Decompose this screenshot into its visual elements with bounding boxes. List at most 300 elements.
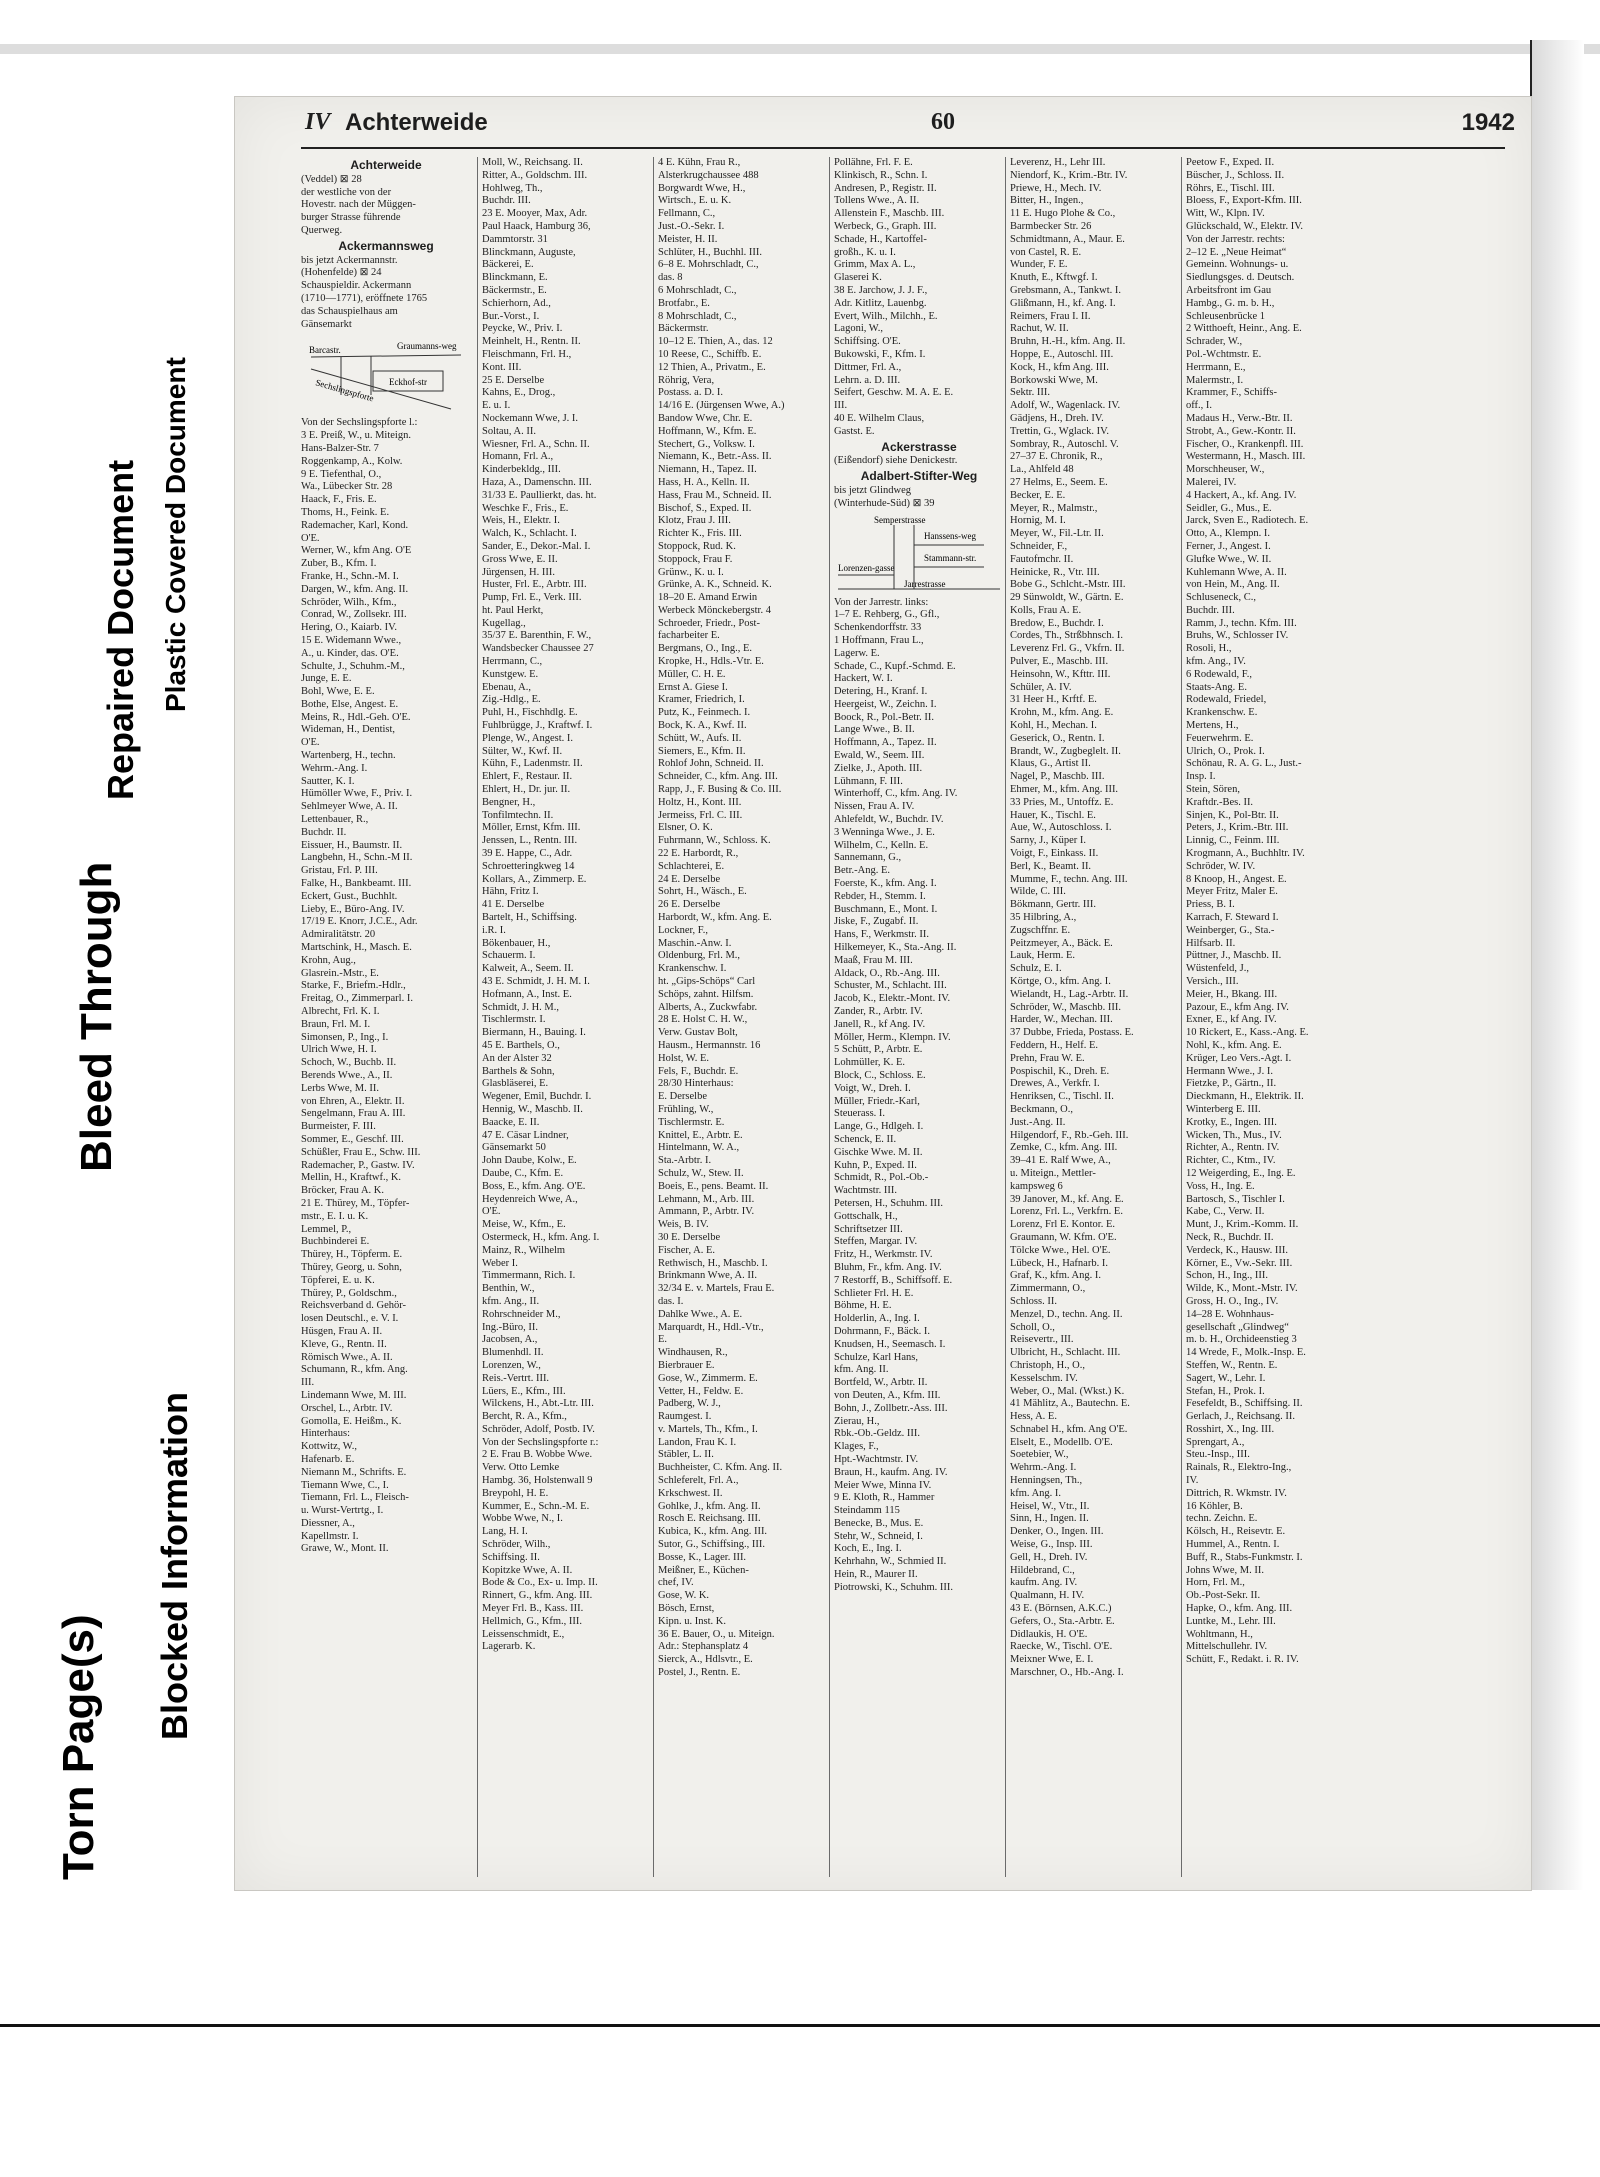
street-entries xyxy=(1010,157,1180,1680)
entry-line: Gottschalk, H., xyxy=(834,1210,898,1222)
entry-line: Bitter, H., Ingen., xyxy=(1010,195,1084,207)
entry-line: Putz, K., Feinmech. I. xyxy=(658,707,751,719)
entry-line: Eckert, Gust., Buchhlt. xyxy=(301,890,398,902)
entry-line: 2 Witthoeft, Heinr., Ang. E. xyxy=(1186,323,1302,335)
entry-line: Homann, Frl. A., xyxy=(482,451,554,463)
entry-line: Hofmann, A., Inst. E. xyxy=(482,988,572,1000)
map-label: Semperstrasse xyxy=(874,514,926,525)
entry-line: Staats-Ang. E. xyxy=(1186,681,1247,693)
entry-line: Steffen, W., Rentn. E. xyxy=(1186,1359,1278,1371)
entry-line: Kinderbekldg., III. xyxy=(482,464,561,476)
entry-line: Kleve, G., Rentn. II. xyxy=(301,1338,387,1350)
entry-line: Meyer, R., Malmstr., xyxy=(1010,502,1098,514)
entry-line: Ammann, P., Arbtr. IV. xyxy=(658,1206,755,1218)
entry-line: Winterberg E. III. xyxy=(1186,1103,1261,1115)
entry-line: Sombray, R., Autoschl. V. xyxy=(1010,438,1119,450)
entry-line: Wiesner, Frl. A., Schn. II. xyxy=(482,438,590,450)
entry-line: Koch, E., Ing. I. xyxy=(834,1543,902,1555)
entry-line: Kapellmstr. I. xyxy=(301,1530,359,1542)
entry-line: bis jetzt Glindweg xyxy=(834,484,911,496)
entry-line: Rosoli, H., xyxy=(1186,643,1232,655)
entry-line: Hambg., G. m. b. H., xyxy=(1186,297,1275,309)
entry-line: Winterhoff, C., kfm. Ang. IV. xyxy=(834,788,958,800)
entry-line: Gose, W. K. xyxy=(658,1590,710,1602)
entry-line: Schenkendorffstr. 33 xyxy=(834,622,922,634)
entry-line: 28 E. Holst C. H. W., xyxy=(658,1014,748,1026)
entry-line: 37 Dubbe, Frieda, Postass. E. xyxy=(1010,1027,1134,1039)
entry-line: Krotky, E., Ingen. III. xyxy=(1186,1116,1277,1128)
street-entries xyxy=(834,157,1004,439)
entry-line: 35 Hilbring, A., xyxy=(1010,912,1077,924)
entry-line: Thürey, H., Töpferm. E. xyxy=(301,1249,403,1261)
entry-line: Ferner, J., Angest. I. xyxy=(1186,540,1271,552)
entry-line: Harbordt, W., kfm. Ang. E. xyxy=(658,912,772,924)
entry-line: Richter, A., Rentn. IV. xyxy=(1186,1142,1280,1154)
entry-line: Paul Haack, Hamburg 36, xyxy=(482,220,591,232)
entry-line: Wicken, Th., Mus., IV. xyxy=(1186,1129,1282,1141)
entry-line: 3 E. Preiß, W., u. Miteign. xyxy=(301,430,411,442)
entry-line: Böhme, H. E. xyxy=(834,1300,892,1312)
entry-line: Munt, J., Krim.-Komm. II. xyxy=(1186,1219,1299,1231)
entry-line: 5 Schütt, P., Arbtr. E. xyxy=(834,1044,923,1056)
entry-line: Verw. Gustav Bolt, xyxy=(658,1027,738,1039)
street-entries xyxy=(301,255,471,332)
entry-line: Gross, H. O., Ing., IV. xyxy=(1186,1295,1279,1307)
entry-line: Wilhelm, C., Kelln. E. xyxy=(834,839,929,851)
entry-line: Lagerarb. K. xyxy=(482,1641,536,1653)
entry-line: 39–41 E. Ralf Wwe, A., xyxy=(1010,1155,1111,1167)
entry-line: Strobt, A., Gew.-Kontr. II. xyxy=(1186,425,1296,437)
entry-line: Holderlin, A., Ing. I. xyxy=(834,1313,920,1325)
entry-line: Henningsen, Th., xyxy=(1010,1475,1083,1487)
entry-line: Sinn, H., Ingen. II. xyxy=(1010,1513,1089,1525)
entry-line: Trettin, G., Wglack. IV. xyxy=(1010,425,1109,437)
entry-line: Hering, O., Kaiarb. IV. xyxy=(301,622,398,634)
entry-line: Soltau, A. II. xyxy=(482,425,536,437)
entry-line: Heergeist, W., Zeichn. I. xyxy=(834,698,937,710)
entry-line: Krankenschw. E. xyxy=(1186,707,1258,719)
entry-line: Qualmann, H. IV. xyxy=(1010,1590,1085,1602)
entry-line: 39 Janover, M., kf. Ang. E. xyxy=(1010,1193,1124,1205)
entry-line: Blinckmann, Auguste, xyxy=(482,246,576,258)
entry-line: Dittrich, R. Wkmstr. IV. xyxy=(1186,1487,1287,1499)
entry-line: Mertens, H., xyxy=(1186,720,1239,732)
entry-line: Weise, G., Insp. III. xyxy=(1010,1539,1093,1551)
entry-line: Wilde, K., Mont.-Mstr. IV. xyxy=(1186,1283,1298,1295)
entry-line: Buchheister, C. Kfm. Ang. II. xyxy=(658,1462,783,1474)
entry-line: Hermann Wwe., J. I. xyxy=(1186,1065,1273,1077)
entry-line: Pump, Frl. E., Verk. III. xyxy=(482,592,582,604)
entry-line: Von der Sechslingspforte l.: xyxy=(301,417,418,429)
entry-line: Lohmüller, K. E. xyxy=(834,1057,906,1069)
header-rule xyxy=(301,147,1505,149)
entry-line: 14 Wrede, F., Molk.-Insp. E. xyxy=(1186,1347,1306,1359)
entry-line: Benthin, W., xyxy=(482,1283,535,1295)
street-entries xyxy=(834,485,1004,511)
entry-line: Ritter, A., Goldschm. III. xyxy=(482,169,588,181)
entry-line: Fuhlbrügge, J., Kraftwf. I. xyxy=(482,720,593,732)
entry-line: Stoppock, Rud. K. xyxy=(658,540,736,552)
entry-line: Betr.-Ang. E. xyxy=(834,865,890,877)
entry-line: Kock, H., kfm Ang. III. xyxy=(1010,361,1109,373)
entry-line: Gänsemarkt 50 xyxy=(482,1142,546,1154)
entry-line: Glufke Wwe., W. II. xyxy=(1186,553,1272,565)
entry-line: IV. xyxy=(1186,1475,1199,1487)
entry-line: 27–37 E. Chronik, R., xyxy=(1010,451,1103,463)
entry-line: Rinnert, G., kfm. Ang. III. xyxy=(482,1590,593,1602)
entry-line: Janell, R., kf Ang. IV. xyxy=(834,1018,926,1030)
entry-line: das Schauspielhaus am xyxy=(301,305,398,317)
entry-line: 29 Sünwoldt, W., Gärtn. E. xyxy=(1010,592,1124,604)
entry-line: Lauk, Herm. E. xyxy=(1010,950,1076,962)
entry-line: Sarny, J., Küper I. xyxy=(1010,835,1087,847)
entry-line: Lockner, F., xyxy=(658,924,709,936)
entry-line: (1710—1771), eröffnete 1765 xyxy=(301,292,428,304)
entry-line: Wegener, Emil, Buchdr. I. xyxy=(482,1091,592,1103)
entry-line: Sinjen, K., Pol-Btr. II. xyxy=(1186,809,1279,821)
entry-line: A., u. Kinder, das. O'E. xyxy=(301,647,399,659)
entry-line: Tiemann, Frl. L., Fleisch- xyxy=(301,1492,409,1504)
entry-line: Madaus H., Verw.-Btr. II. xyxy=(1186,412,1293,424)
entry-line: Voigt, F., Einkass. II. xyxy=(1010,848,1099,860)
entry-line: burger Strasse führende xyxy=(301,212,401,224)
entry-line: Sierck, A., Hdlsvtr., E. xyxy=(658,1654,753,1666)
entry-line: Vetter, H., Feldw. E. xyxy=(658,1385,744,1397)
entry-line: von Hein, M., Ang. II. xyxy=(1186,579,1280,591)
entry-line: 8 Mohrschladt, C., xyxy=(658,310,737,322)
entry-line: Schröder, Wilh., Kfm., xyxy=(301,596,397,608)
entry-line: Glasrein.-Mstr., E. xyxy=(301,967,379,979)
entry-line: 27 Helms, E., Seem. E. xyxy=(1010,476,1108,488)
entry-line: Oldenburg, Frl. M., xyxy=(658,950,741,962)
entry-line: von Castel, R. E. xyxy=(1010,246,1082,258)
entry-line: Fischer, A. E. xyxy=(658,1244,716,1256)
entry-line: Meyer, W., Fil.-Ltr. II. xyxy=(1010,528,1104,540)
entry-line: Buchdr. III. xyxy=(1186,604,1235,616)
entry-line: Schleferelt, Frl. A., xyxy=(658,1475,739,1487)
entry-line: Mumme, F., techn. Ang. III. xyxy=(1010,873,1128,885)
entry-line: Zig.-Hdlg., E. xyxy=(482,694,541,706)
entry-line: Henriksen, C., Tischl. II. xyxy=(1010,1091,1114,1103)
entry-line: Horn, Frl. M., xyxy=(1186,1577,1245,1589)
entry-line: Bohn, J., Zollbetr.-Ass. III. xyxy=(834,1402,948,1414)
entry-line: Westermann, H., Masch. III. xyxy=(1186,451,1306,463)
entry-line: Sengelmann, Frau A. III. xyxy=(301,1108,406,1120)
entry-line: Thoms, H., Feink. E. xyxy=(301,506,390,518)
entry-line: 2 E. Frau B. Wobbe Wwe. xyxy=(482,1449,593,1461)
entry-line: Wandsbecker Chaussee 27 xyxy=(482,643,594,655)
entry-line: Meinhelt, H., Rentn. II. xyxy=(482,336,581,348)
entry-line: Hähn, Fritz I. xyxy=(482,886,539,898)
entry-line: Stehr, W., Schneid, I. xyxy=(834,1530,923,1542)
entry-line: Simonsen, P., Ing., I. xyxy=(301,1031,389,1043)
entry-line: Lübeck, H., Hafnarb. I. xyxy=(1010,1257,1108,1269)
entry-line: Meißner, E., Küchen- xyxy=(658,1564,749,1576)
entry-line: Roggenkamp, A., Kolw. xyxy=(301,455,403,467)
entry-line: Bruhs, W., Schlosser IV. xyxy=(1186,630,1289,642)
map-label: Lorenzen-gasse xyxy=(838,562,895,573)
entry-line: chef, IV. xyxy=(658,1577,694,1589)
entry-line: 24 E. Derselbe xyxy=(658,873,721,885)
entry-line: Berl, K., Beamt. II. xyxy=(1010,860,1092,872)
entry-line: Nohl, K., kfm. Ang. E. xyxy=(1186,1039,1282,1051)
entry-line: Bluhm, Fr., kfm. Ang. IV. xyxy=(834,1261,942,1273)
entry-line: Daube, C., Kfm. E. xyxy=(482,1167,564,1179)
entry-line: Kahns, E., Drog., xyxy=(482,387,556,399)
entry-line: 6 Rodewald, F., xyxy=(1186,668,1252,680)
entry-line: Querweg. xyxy=(301,224,343,236)
entry-line: Drewes, A., Verkfr. I. xyxy=(1010,1078,1100,1090)
entry-line: u. Wurst-Vertrtg., I. xyxy=(301,1505,384,1517)
entry-line: Herrmann, E., xyxy=(1186,361,1246,373)
entry-line: Weis, H., Elektr. I. xyxy=(482,515,560,527)
entry-line: Wartenberg, H., techn. xyxy=(301,750,396,762)
street-entries xyxy=(834,455,1004,468)
entry-line: Sprengart, A., xyxy=(1186,1436,1245,1448)
entry-line: Barthels & Sohn, xyxy=(482,1065,555,1077)
entry-line: Voigt, W., Dreh. I. xyxy=(834,1082,911,1094)
entry-line: Schumann, R., kfm. Ang. xyxy=(301,1364,408,1376)
entry-line: Orschel, L., Arbtr. IV. xyxy=(301,1402,393,1414)
entry-line: Neck, R., Buchdr. II. xyxy=(1186,1231,1274,1243)
entry-line: Reimers, Frau I. II. xyxy=(1010,310,1091,322)
entry-line: Thürey, P., Goldschm., xyxy=(301,1287,397,1299)
entry-line: Gemeinn. Wohnungs- u. xyxy=(1186,259,1289,271)
entry-line: Evert, Wilh., Milchh., E. xyxy=(834,310,938,322)
entry-line: 23 E. Mooyer, Max, Adr. xyxy=(482,208,588,220)
entry-line: Müller, C. H. E. xyxy=(658,668,726,680)
entry-line: Braun, H., kaufm. Ang. IV. xyxy=(834,1466,948,1478)
entry-line: Jacobsen, A., xyxy=(482,1334,538,1346)
entry-line: Dittmer, Frl. A., xyxy=(834,361,902,373)
entry-line: Glückschald, W., Elektr. IV. xyxy=(1186,220,1304,232)
entry-line: Hilfsarb. II. xyxy=(1186,937,1236,949)
entry-line: E. u. I. xyxy=(482,400,511,412)
entry-line: Reis.-Vertrt. III. xyxy=(482,1372,550,1384)
entry-line: 31 Heer H., Krftf. E. xyxy=(1010,694,1097,706)
entry-line: Beckmann, O., xyxy=(1010,1103,1073,1115)
entry-line: Schon, H., Ing., III. xyxy=(1186,1270,1268,1282)
entry-line: Kollars, A., Zimmerp. E. xyxy=(482,873,587,885)
entry-line: von Ehren, A., Elektr. II. xyxy=(301,1095,405,1107)
entry-line: O'E. xyxy=(301,532,320,544)
entry-line: Zander, R., Arbtr. IV. xyxy=(834,1006,923,1018)
entry-line: Hackert, W. I. xyxy=(834,673,893,685)
entry-line: Schulz, W., Stew. II. xyxy=(658,1167,744,1179)
entry-line: Morschheuser, W., xyxy=(1186,464,1265,476)
entry-line: Gristau, Frl. P. III. xyxy=(301,865,378,877)
street-entries xyxy=(482,157,652,1654)
entry-line: Conrad, W., Zollsekr. III. xyxy=(301,609,407,621)
entry-line: Krogmann, A., Buchhltr. IV. xyxy=(1186,848,1305,860)
entry-line: Albrecht, Frl. K. I. xyxy=(301,1006,380,1018)
entry-line: Lühmann, F. III. xyxy=(834,775,903,787)
entry-line: Huster, Frl. E., Arbtr. III. xyxy=(482,579,587,591)
entry-line: 6–8 E. Mohrschladt, C., xyxy=(658,259,759,271)
entry-line: Von der Jarrestr. links: xyxy=(834,596,929,608)
entry-line: Kehrhahn, W., Schmied II. xyxy=(834,1556,947,1568)
entry-line: Priewe, H., Mech. IV. xyxy=(1010,182,1102,194)
entry-line: Bröcker, Frau A. K. xyxy=(301,1185,384,1197)
entry-line: Jürgensen, H. III. xyxy=(482,566,555,578)
entry-line: 43 E. Schmidt, J. H. M. I. xyxy=(482,976,590,987)
entry-line: Burmeister, F. III. xyxy=(301,1121,376,1133)
entry-line: Tollens Wwe., A. II. xyxy=(834,195,920,207)
entry-line: Holtz, H., Kont. III. xyxy=(658,796,742,808)
entry-line: Leverenz, H., Lehr III. xyxy=(1010,157,1106,168)
entry-line: Bergmans, O., Ing., E. xyxy=(658,643,753,655)
street-map-drawing xyxy=(301,335,471,413)
entry-line: Gell, H., Dreh. IV. xyxy=(1010,1551,1088,1563)
entry-line: Lüers, E., Kfm., III. xyxy=(482,1385,566,1397)
entry-line: Pol.-Wchtmstr. E. xyxy=(1186,348,1262,360)
entry-line: Grebsmann, A., Tankwt. I. xyxy=(1010,284,1122,296)
entry-line: Kramer, Friedrich, I. xyxy=(658,694,745,706)
entry-line: Schade, C., Kupf.-Schmd. E. xyxy=(834,660,956,672)
entry-line: Hintelmann, W. A., xyxy=(658,1142,740,1154)
entry-line: Siedlungsges. d. Deutsch. xyxy=(1186,272,1295,284)
entry-line: Bercht, R. A., Kfm., xyxy=(482,1411,567,1423)
entry-line: Schriftsetzer III. xyxy=(834,1223,903,1235)
entry-line: Tischlermstr. E. xyxy=(658,1116,725,1128)
entry-line: Dahlke Wwe., A. E. xyxy=(658,1308,743,1320)
entry-line: Voss, H., Ing. E. xyxy=(1186,1180,1255,1192)
entry-line: Kabe, C., Verw. II. xyxy=(1186,1206,1265,1218)
page-header xyxy=(305,109,1515,143)
entry-line: Sülter, W., Kwf. II. xyxy=(482,745,563,757)
entry-line: Siemers, E., Kfm. II. xyxy=(658,745,746,757)
entry-line: Röhrs, E., Tischl. III. xyxy=(1186,182,1275,194)
entry-line: Ulbricht, H., Schlacht. III. xyxy=(1010,1347,1121,1359)
entry-line: 12 Thien, A., Privatm., E. xyxy=(658,361,766,373)
entry-line: Gastst. E. xyxy=(834,425,875,437)
entry-line: Hpt.-Wachtmstr. IV. xyxy=(834,1453,919,1465)
entry-line: Schloss. II. xyxy=(1010,1295,1057,1307)
entry-line: Heydenreich Wwe, A., xyxy=(482,1193,578,1205)
entry-line: Schauerm. I. xyxy=(482,950,536,962)
entry-line: Bock, K. A., Kwf. II. xyxy=(658,720,747,732)
entry-line: v. Martels, Th., Kfm., I. xyxy=(658,1423,758,1435)
entry-line: Hümöller Wwe, F., Priv. I. xyxy=(301,788,413,800)
entry-line: Harder, W., Mechan. III. xyxy=(1010,1014,1113,1026)
entry-line: Jarck, Sven E., Radiotech. E. xyxy=(1186,515,1309,527)
entry-line: O'E. xyxy=(482,1206,501,1218)
entry-line: Werbeck Mönckebergstr. 4 xyxy=(658,604,771,616)
entry-line: III. xyxy=(834,400,848,412)
entry-line: Eissuer, H., Baumstr. II. xyxy=(301,839,403,851)
entry-line: Bothe, Else, Angest. E. xyxy=(301,698,399,710)
entry-line: Marquardt, H., Hdl.-Vtr., xyxy=(658,1321,764,1333)
entry-line: Kuhn, P., Exped. II. xyxy=(834,1159,917,1171)
entry-line: 33 Pries, M., Untoffz. E. xyxy=(1010,796,1114,808)
column-6 xyxy=(1181,157,1356,1877)
label-repaired-document: Repaired Document xyxy=(100,459,141,800)
entry-line: Hornig, M. I. xyxy=(1010,515,1066,527)
entry-line: Haza, A., Damenschn. III. xyxy=(482,476,592,488)
map-label: Graumanns-weg xyxy=(397,341,457,352)
entry-line: Rodewald, Friedel, xyxy=(1186,694,1267,706)
entry-line: kampsweg 6 xyxy=(1010,1180,1063,1192)
entry-line: Kummer, E., Schn.-M. E. xyxy=(482,1500,590,1512)
street-heading: Achterweide xyxy=(350,158,422,172)
entry-line: Pazour, E., kfm Ang. IV. xyxy=(1186,1001,1289,1013)
entry-line: Werner, W., kfm Ang. O'E xyxy=(301,545,412,557)
entry-line: 41 E. Derselbe xyxy=(482,899,545,911)
entry-line: Padberg, W. J., xyxy=(658,1398,721,1410)
page-year: 1942 xyxy=(1461,109,1515,136)
entry-line: das. I. xyxy=(658,1295,684,1307)
entry-line: 30 E. Derselbe xyxy=(658,1231,721,1243)
entry-line: kfm. Ang., II. xyxy=(482,1295,540,1307)
entry-line: Herrmann, C., xyxy=(482,656,543,668)
entry-line: 10 Rickert, E., Kass.-Ang. E. xyxy=(1186,1027,1309,1039)
entry-line: Tölcke Wwe., Hel. O'E. xyxy=(1010,1244,1111,1256)
entry-line: von Deuten, A., Kfm. III. xyxy=(834,1389,941,1401)
entry-line: Bosse, K., Lager. III. xyxy=(658,1551,747,1563)
entry-line: Verdeck, K., Hausw. III. xyxy=(1186,1244,1288,1256)
entry-line: Bischof, S., Exped. II. xyxy=(658,502,752,514)
entry-line: Holst, W. E. xyxy=(658,1052,710,1064)
entry-line: Cordes, Th., Strßbhnsch. I. xyxy=(1010,630,1123,642)
entry-line: bis jetzt Ackermannstr. xyxy=(301,254,398,266)
entry-line: 1 Hoffmann, Frau L., xyxy=(834,634,924,646)
entry-line: Schleusenbrücke 1 xyxy=(1186,310,1266,322)
entry-line: Luntke, M., Lehr. III. xyxy=(1186,1615,1276,1627)
entry-line: Gädjens, H., Dreh. IV. xyxy=(1010,412,1104,424)
entry-line: Bredow, E., Buchdr. I. xyxy=(1010,617,1104,629)
entry-line: John Daube, Kolw., E. xyxy=(482,1155,577,1167)
entry-line: Falke, H., Bankbeamt. III. xyxy=(301,878,412,890)
entry-line: Schmidt, R., Pol.-Ob.- xyxy=(834,1172,929,1184)
entry-line: Sannemann, G., xyxy=(834,852,902,864)
entry-line: Weschke F., Fris., E. xyxy=(482,502,569,514)
entry-line: Weber, O., Mal. (Wkst.) K. xyxy=(1010,1385,1125,1397)
entry-line: 45 E. Barthels, O., xyxy=(482,1039,560,1051)
entry-line: Bökmann, Gertr. III. xyxy=(1010,899,1097,911)
entry-line: Schneider, C., kfm. Ang. III. xyxy=(658,771,778,783)
column-1 xyxy=(301,157,471,1877)
entry-line: Gefers, O., Sta.-Arbtr. E. xyxy=(1010,1615,1115,1627)
entry-line: Linnig, C., Feinm. III. xyxy=(1186,835,1280,847)
entry-line: Ernst A. Giese I. xyxy=(658,681,728,693)
entry-line: Ahlefeldt, W., Buchdr. IV. xyxy=(834,814,944,826)
entry-line: Adr. Kitlitz, Lauenbg. xyxy=(834,297,927,309)
entry-line: Grimm, Max A. L., xyxy=(834,259,916,271)
entry-line: Lang, H. I. xyxy=(482,1526,528,1538)
entry-line: Blinckmann, E. xyxy=(482,272,548,284)
entry-line: Kalweit, A., Seem. II. xyxy=(482,963,574,975)
entry-line: Peycke, W., Priv. I. xyxy=(482,323,563,335)
entry-line: Kopitzke Wwe, A. II. xyxy=(482,1564,573,1576)
entry-line: Schneider, F., xyxy=(1010,540,1068,552)
entry-line: Ing.-Büro, II. xyxy=(482,1321,538,1333)
entry-line: Arbeitsfront im Gau xyxy=(1186,284,1272,296)
entry-line: Versich., III. xyxy=(1186,976,1239,987)
entry-line: Gischke Wwe. M. II. xyxy=(834,1146,923,1158)
entry-line: Bode & Co., Ex- u. Imp. II. xyxy=(482,1577,598,1589)
entry-line: Hilkemeyer, K., Sta.-Ang. II. xyxy=(834,942,957,954)
entry-line: 7 Restorff, B., Schiffsoff. E. xyxy=(834,1274,953,1286)
entry-line: Meister, H. II. xyxy=(658,233,718,245)
entry-line: 26 E. Derselbe xyxy=(658,899,721,911)
entry-line: Glaserei K. xyxy=(834,272,882,284)
entry-line: Niemann M., Schrifts. E. xyxy=(301,1466,407,1478)
entry-line: Junge, E. E. xyxy=(301,673,352,685)
entry-line: Kühn, F., Ladenmstr. II. xyxy=(482,758,583,770)
entry-line: Hohlweg, Th., xyxy=(482,182,543,194)
entry-line: Bur.-Vorst., I. xyxy=(482,310,540,322)
entry-line: Walch, K., Schlacht. I. xyxy=(482,528,577,540)
